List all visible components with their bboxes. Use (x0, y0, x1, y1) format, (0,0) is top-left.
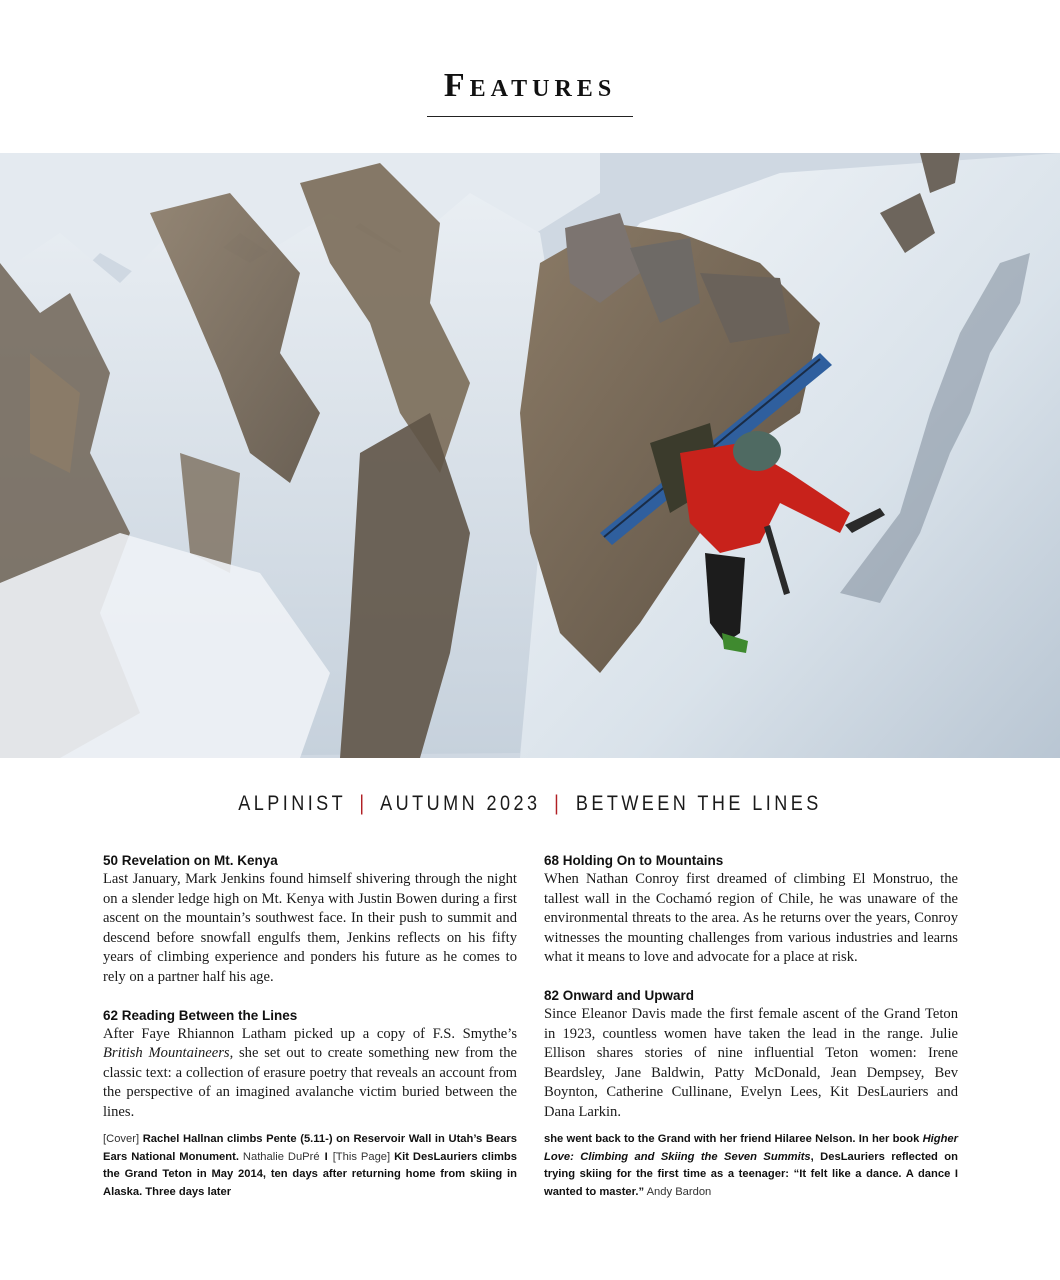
article-summary: Last January, Mark Jenkins found himself shivering through the night on a slender ledge high on Mt. Kenya with Justin Bowen during a first ascent on the mountain’s southwest face. In their push to summit and descend before snowfall engulfs them, Jenkins reflects on his fifty years of climbing experience and ponders his future as he comes to rely on a partner half his age. (103, 871, 517, 985)
article-62[interactable] (103, 1006, 517, 1123)
article-82[interactable] (544, 986, 958, 1123)
masthead-separator: | (359, 792, 368, 815)
article-50[interactable] (103, 851, 517, 988)
summary-text: , she set out to create something new from the classic text: a collection of erasure poetry that reveals an account from the perspective of an imagined avalanche victim buried between the lines. (103, 1045, 517, 1120)
cover-caption: Rachel Hallnan climbs Pente (5.11-) on Reservoir Wall in Utah’s Bears Ears National Monument. (103, 1133, 518, 1163)
book-title: British Mountaineers (103, 1045, 230, 1062)
right-column (544, 851, 958, 1141)
page-tag: [This Page] (332, 1150, 391, 1163)
photo-credit: Andy Bardon (646, 1185, 712, 1198)
page-caption-cont: she went back to the Grand with her friend Hilaree Nelson. In her book (544, 1133, 923, 1145)
article-68[interactable] (544, 851, 958, 968)
book-title: Higher Love: Climbing and Skiing the Seven Summits (544, 1133, 958, 1163)
summary-text: After Faye Rhiannon Latham picked up a copy of F.S. Smythe’s (103, 1025, 517, 1042)
article-summary: Since Eleanor Davis made the first female ascent of the Grand Teton in 1923, countless women have taken the lead in the range. Julie Ellison shares stories of nine influential Teton women: Irene Beardsley, Jane Baldwin, Patty McDonald, Jean Dempsey, Bev Boynton, Catherine Cullinane, Evelyn Lees, Kit DesLauriers and Dana Larkin. (544, 1005, 958, 1120)
masthead-magazine: ALPINIST (238, 792, 346, 815)
article-heading[interactable]: 62 Reading Between the Lines (103, 1007, 298, 1023)
article-heading[interactable]: 82 Onward and Upward (544, 987, 695, 1003)
left-column (103, 851, 517, 1141)
caption-left (103, 1131, 517, 1201)
feature-photo-illustration (0, 153, 1060, 758)
article-heading[interactable]: 68 Holding On to Mountains (544, 853, 724, 868)
caption-right (544, 1131, 958, 1201)
masthead-separator: | (554, 792, 563, 815)
page-title-wrap (0, 66, 1060, 117)
cover-credit: Nathalie DuPré (242, 1150, 320, 1163)
caption-divider: I (324, 1150, 328, 1163)
masthead (74, 792, 986, 816)
cover-tag: [Cover] (103, 1133, 140, 1145)
masthead-issue: AUTUMN 2023 (380, 792, 541, 815)
page-caption: Kit DesLauriers climbs the Grand Teton in May 2014, ten days after returning home from skiing in Alaska. Three days later (103, 1150, 517, 1198)
page-caption-cont: , DesLauriers reflected on trying skiing for the first time as a teenager: “It felt like a dance. A dance I wanted to master.” (544, 1150, 958, 1198)
article-heading[interactable]: 50 Revelation on Mt. Kenya (103, 853, 278, 868)
article-summary: When Nathan Conroy first dreamed of climbing El Monstruo, the tallest wall in the Cochamó region of Chile, he was unaware of the environmental threats to the area. As he returns over the years, Conroy witnesses the mounting challenges from various industries and learns what it means to love and advocate for a place at risk. (544, 871, 958, 966)
page-title: Features (427, 66, 633, 117)
masthead-theme: BETWEEN THE LINES (575, 792, 822, 815)
article-summary (103, 1025, 517, 1123)
feature-photo (0, 153, 1060, 758)
